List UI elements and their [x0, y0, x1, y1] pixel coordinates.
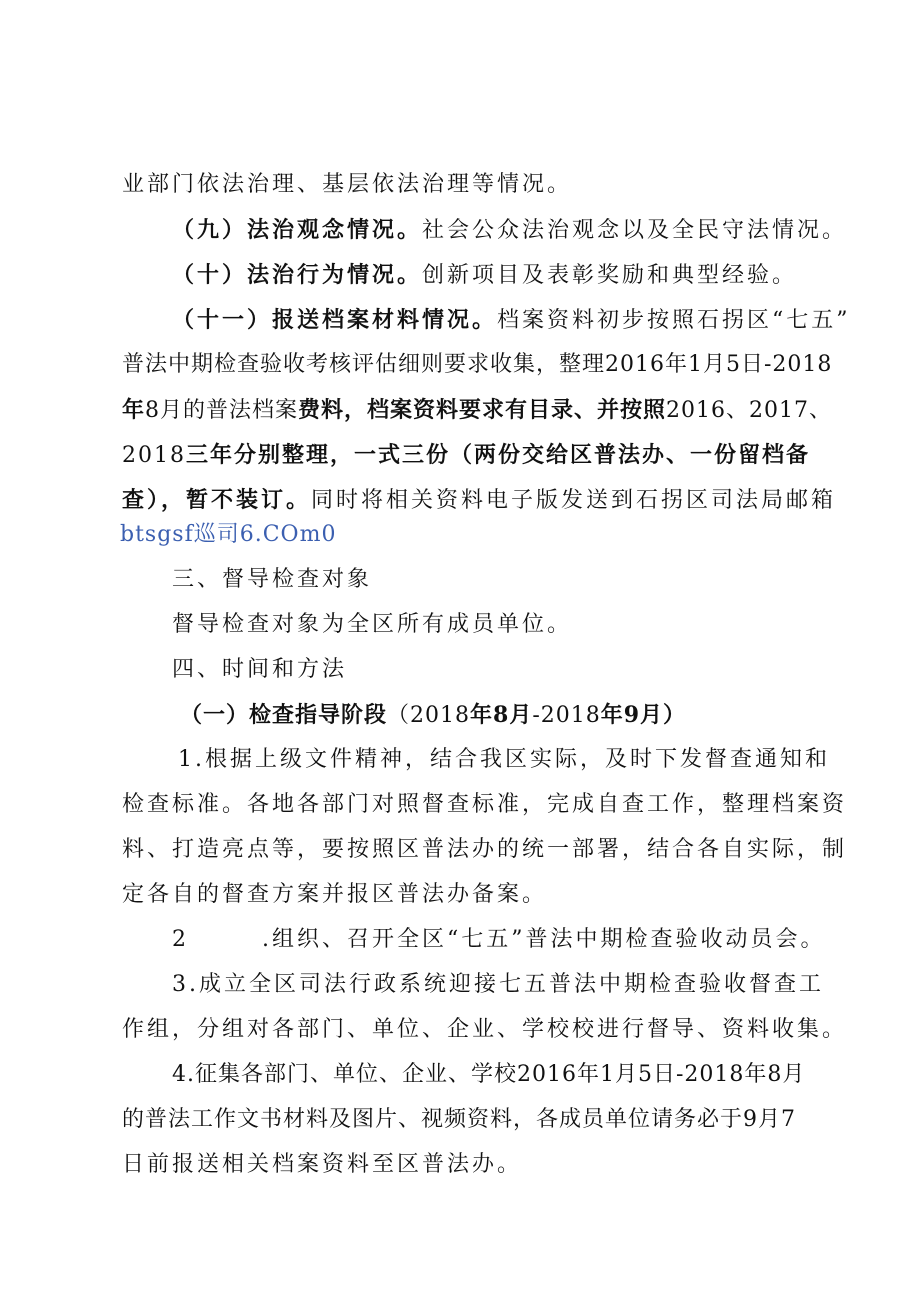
text: 2018	[122, 443, 186, 468]
text: 三年分别整理，一式三份（两份交给区普法办、一份留档备	[186, 442, 811, 468]
text: 档案资料初步按照石拐区“七五”	[497, 308, 851, 333]
text: 年8月	[470, 702, 533, 728]
text: 社会公众法治观念以及全民守法情况。	[422, 218, 848, 243]
text: 普法中期检查验收考核评估细则要求收集，整理2016年1月5日-2018	[122, 352, 833, 377]
text: 业部门依法治理、基层依法治理等情况。	[122, 172, 573, 197]
text: 3.成立全区司法行政系统迎接七五普法中期检查验收督查工	[172, 972, 824, 997]
text: 定各自的督查方案并报区普法办备案。	[122, 882, 548, 907]
text: 日前报送相关档案资料至区普法办。	[122, 1152, 523, 1177]
text: 同时将相关资料电子版发送到石拐区司法局邮箱	[311, 488, 837, 513]
text: .组织、召开全区“七五”普法中期检查验收动员会。	[262, 927, 826, 952]
text: 年	[122, 397, 146, 423]
section-heading: （十）法治行为情况。	[172, 262, 423, 288]
email-link[interactable]: btsgsf巡司6.COm0	[120, 522, 337, 547]
text: （2018	[387, 703, 471, 728]
text: 费料，档案资料要求有目录、并按照	[298, 397, 667, 423]
heading-text: 四、时间和方法	[172, 657, 348, 682]
text: 创新项目及表彰奖励和典型经验。	[422, 263, 798, 288]
text: 作组，分组对各部门、单位、企业、学校校进行督导、资料收集。	[122, 1017, 848, 1042]
section-heading: （九）法治观念情况。	[172, 217, 423, 243]
section-heading: （十一）报送档案材料情况。	[172, 307, 498, 333]
text: 督导检查对象为全区所有成员单位。	[172, 612, 573, 637]
item-number: 2	[172, 927, 189, 952]
heading-text: （一）检查指导阶段	[180, 702, 388, 728]
text: 1.根据上级文件精神，结合我区实际，及时下发督查通知和	[178, 747, 830, 772]
text: 4.征集各部门、单位、企业、学校2016年1月5日-2018年8月	[172, 1062, 806, 1087]
heading-text: 三、督导检查对象	[172, 567, 373, 592]
text: 2016、2017、	[666, 398, 833, 423]
text: 8月的普法档案	[145, 398, 299, 423]
text: 年9月）	[600, 702, 687, 728]
text: -2018	[532, 703, 601, 728]
text: 料、打造亮点等，要按照区普法办的统一部署，结合各自实际，制	[122, 837, 848, 862]
text: 的普法工作文书材料及图片、视频资料，各成员单位请务必于9月7	[122, 1107, 796, 1132]
text: 检查标准。各地各部门对照督查标准，完成自查工作，整理档案资	[122, 792, 848, 817]
text: 查），暂不装订。	[122, 487, 312, 513]
